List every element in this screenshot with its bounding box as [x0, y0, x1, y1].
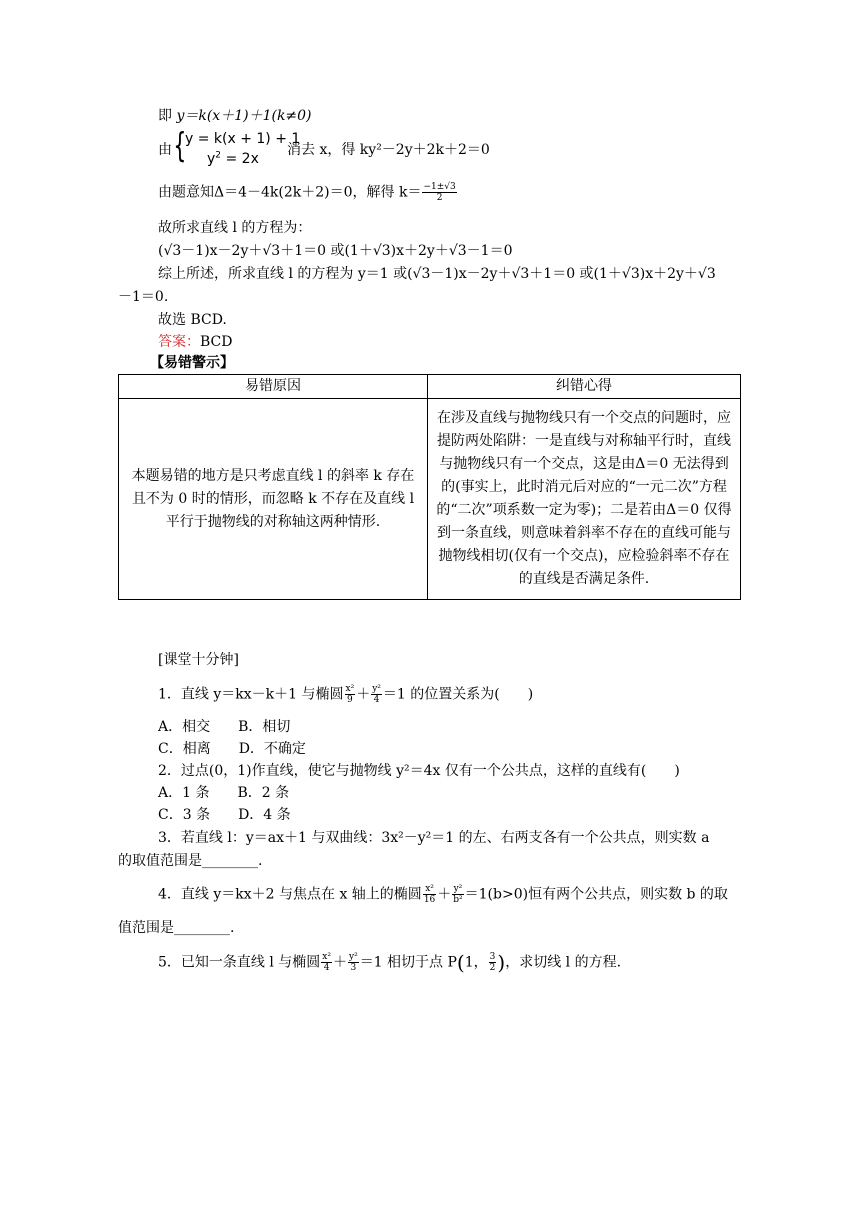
solution-line-1 [158, 106, 312, 126]
numerator: 3 [489, 952, 496, 962]
plus-sign: ＋ [356, 686, 371, 703]
text: 由题意知Δ＝4－4k(2k＋2)＝0，解得 k＝ [158, 184, 422, 201]
question-4-line-2: 值范围是________. [118, 920, 235, 936]
equation: y＝k(x＋1)＋1(k≠0) [176, 108, 312, 124]
denominator: 16 [423, 895, 436, 905]
warning-title: 【易错警示】 [150, 355, 234, 371]
q2-options-1: A．1 条 B．2 条 [158, 785, 290, 801]
fraction [348, 952, 359, 973]
question-1 [158, 684, 533, 705]
plus-sign: ＋ [332, 954, 347, 971]
k-fraction [422, 182, 456, 203]
system-prefix: 由 [158, 142, 172, 158]
paren-left: ( [456, 950, 465, 975]
question-5 [158, 952, 621, 973]
text: 1．直线 y＝kx－k＋1 与椭圆 [158, 686, 344, 703]
fraction [321, 952, 332, 973]
system-suffix: 消去 x，得 ky²－2y＋2k＋2＝0 [287, 142, 490, 158]
reason-cell: 本题易错的地方是只考虑直线 l 的斜率 k 存在且不为 0 时的情形，而忽略 k 不存在及直线 l 平行于抛物线的对称轴这两种情形. [119, 399, 428, 600]
denominator: 3 [350, 963, 357, 973]
q1-options-2: C．相离 D．不确定 [158, 741, 306, 757]
fraction [423, 884, 436, 905]
denominator: 4 [323, 963, 330, 973]
summary-line-1: 综上所述，所求直线 l 的方程为 y＝1 或(√3－1)x－2y＋√3＋1＝0 或(1＋√3)x＋2y＋√3 [158, 266, 716, 282]
practice-heading: [课堂十分钟] [158, 652, 239, 668]
numerator: x² [345, 684, 355, 694]
table-row [119, 399, 741, 600]
header-reason: 易错原因 [119, 375, 428, 399]
header-insight: 纠错心得 [428, 375, 741, 399]
summary-line-2: －1＝0. [118, 289, 169, 305]
question-2: 2．过点(0，1)作直线，使它与抛物线 y²＝4x 仅有一个公共点，这样的直线有( ) [158, 763, 680, 779]
denominator: 4 [373, 695, 380, 705]
plus-sign: ＋ [437, 886, 452, 903]
system-eq-1: y = k(x + 1) + 1 [185, 131, 301, 147]
fraction [452, 884, 463, 905]
brace-symbol: { [173, 126, 187, 166]
denominator: 2 [436, 193, 443, 203]
paren-right: ) [497, 950, 506, 975]
insight-cell: 在涉及直线与抛物线只有一个交点的问题时，应提防两处陷阱：一是直线与对称轴平行时，直线与抛物线只有一个交点，这是由Δ＝0 无法得到的(事实上，此时消元后对应的“一元二次”方程的“二次”项系数一定为零)；二是若由Δ＝0 仅得到一条直线，则意味着斜率不存在的直线可能与抛物线相切(仅有一个交点)，应检验斜率不存在的直线是否满足条件. [428, 399, 741, 600]
q1-options-1: A．相交 B．相切 [158, 719, 291, 735]
fraction [371, 684, 382, 705]
answer-line [158, 332, 232, 352]
fraction [345, 684, 356, 705]
choose-line: 故选 BCD. [158, 312, 227, 328]
numerator: y² [348, 952, 358, 962]
numerator: x² [322, 952, 331, 962]
delta-line [158, 182, 458, 203]
text: y [207, 151, 216, 167]
text: ，求切线 l 的方程. [505, 954, 622, 971]
table-header-row [119, 375, 741, 399]
question-3-line-1: 3．若直线 l：y＝ax＋1 与双曲线：3x²－y²＝1 的左、右两支各有一个公共点，则实数 a [158, 830, 710, 846]
answer-value: BCD [200, 334, 233, 350]
text: 即 [158, 108, 177, 124]
text: = 2x [221, 151, 259, 167]
error-table [118, 374, 741, 600]
text: 5．已知一条直线 l 与椭圆 [158, 954, 321, 971]
fraction [489, 952, 497, 973]
text: ＝1(b>0)恒有两个公共点，则实数 b 的取 [464, 886, 728, 903]
text: 4．直线 y＝kx＋2 与焦点在 x 轴上的椭圆 [158, 886, 422, 903]
system-eq-2: $y^2 = 2x$ [207, 150, 259, 167]
text: ＝1 的位置关系为( ) [382, 686, 534, 703]
question-3-line-2: 的取值范围是________. [118, 853, 263, 869]
denominator: 2 [489, 963, 496, 973]
numerator: y² [453, 884, 463, 894]
answer-label: 答案： [158, 334, 200, 350]
numerator: −1±√3 [423, 182, 456, 192]
numerator: x² [423, 884, 436, 895]
numerator: y² [372, 684, 381, 694]
line-eq-result: (√3－1)x－2y＋√3＋1＝0 或(1＋√3)x＋2y＋√3－1＝0 [158, 243, 513, 259]
question-4-line-1 [158, 884, 728, 905]
point-x: 1， [464, 954, 488, 971]
line-eq-intro: 故所求直线 l 的方程为： [158, 220, 312, 236]
text: ＝1 相切于点 P [359, 954, 457, 971]
denominator: b² [453, 895, 463, 905]
q2-options-2: C．3 条 D．4 条 [158, 807, 291, 823]
denominator: 9 [346, 695, 353, 705]
